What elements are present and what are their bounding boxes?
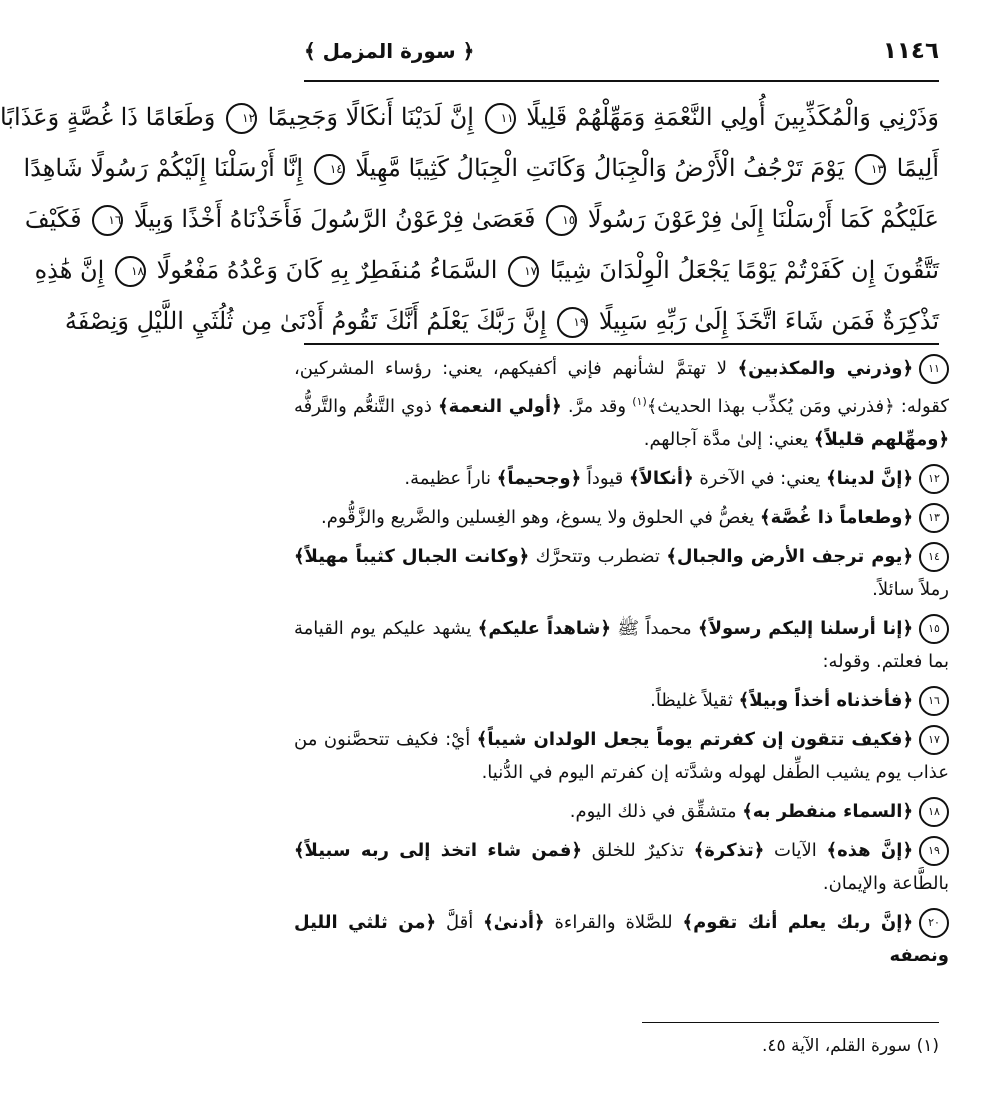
explanation-text: وقد مرَّ.: [561, 396, 633, 417]
explanation-text: محمداً ﷺ: [610, 618, 699, 639]
quran-verse-text: السَّمَاءُ مُنفَطِرٌ بِهِ كَانَ وَعْدُهُ مَفْعُولًا: [156, 256, 498, 284]
header-rule: [304, 80, 939, 82]
page-header: [304, 36, 939, 66]
tafsir-entry: [294, 684, 949, 717]
quran-line: [0, 92, 939, 143]
quran-line: [34, 245, 939, 296]
quran-verse-text: يَوْمَ تَرْجُفُ الْأَرْضُ وَالْجِبَالُ وَكَانَتِ الْجِبَالُ كَثِيبًا مَّهِيلًا: [355, 154, 845, 182]
footnote-rule: [642, 1022, 939, 1023]
surah-title: ﴿ سورة المزمل ﴾: [304, 39, 475, 63]
tafsir-entry: [294, 540, 949, 606]
quoted-verse: ﴿وجحيماً﴾: [496, 468, 582, 489]
tafsir-entry: [294, 501, 949, 534]
quran-verse-text: إِنَّ رَبَّكَ يَعْلَمُ أَنَّكَ تَقُومُ أَدْنَىٰ مِن ثُلُثَيِ اللَّيْلِ وَنِصْفَهُ: [64, 307, 547, 335]
verse-number-marker: ١٤: [314, 154, 345, 185]
quoted-verse: ﴿إنَّ هذه﴾: [826, 840, 913, 861]
quoted-verse: ﴿وكانت الجبال كثيباً مهيلاً﴾: [294, 546, 530, 567]
quoted-verse: ﴿ومهِّلهم قليلاً﴾: [813, 429, 949, 450]
quran-verse-text: إِنَّ لَدَيْنَا أَنكَالًا وَجَحِيمًا: [267, 103, 474, 131]
explanation-text: الآيات: [764, 840, 827, 861]
tafsir-entry: [294, 462, 949, 495]
quoted-verse: ﴿وذرني والمكذبين﴾: [737, 358, 913, 379]
explanation-text: تضطرب وتتحرَّك: [529, 546, 667, 567]
tafsir-entry: [294, 906, 949, 972]
verse-number-badge: ١١: [919, 354, 949, 384]
quran-verse-text: فَعَصَىٰ فِرْعَوْنُ الرَّسُولَ فَأَخَذْنَاهُ أَخْذًا وَبِيلًا: [133, 205, 536, 233]
tafsir-entry: [294, 352, 949, 456]
quoted-verse: ﴿إنا أرسلنا إليكم رسولاً﴾: [698, 618, 913, 639]
quran-verse-text: إِنَّا أَرْسَلْنَا إِلَيْكُمْ رَسُولًا شَاهِدًا: [23, 154, 304, 182]
verse-number-badge: ١٨: [919, 797, 949, 827]
quran-text-block: [0, 92, 939, 347]
verse-number-badge: ١٦: [919, 686, 949, 716]
quoted-verse: ﴿فكيف تتقون إن كفرتم يوماً يجعل الولدان شيباً﴾: [476, 729, 913, 750]
explanation-text: رملاً سائلاً.: [872, 579, 949, 600]
explanation-text: للصَّلاة والقراءة: [544, 912, 683, 933]
verse-number-badge: ١٣: [919, 503, 949, 533]
verse-number-badge: ١٢: [919, 464, 949, 494]
quoted-verse: ﴿يوم ترجف الأرض والجبال﴾: [666, 546, 913, 567]
explanation-text: لا تهتمَّ لشأنهم فإني أكفيكهم، يعني: رؤساء المشركين، كقوله:: [294, 358, 949, 417]
tafsir-entry: [294, 834, 949, 900]
verse-number-badge: ١٥: [919, 614, 949, 644]
explanation-text: يغصُّ في الحلوق ولا يسوغ، وهو الغِسلين والضَّريع والزَّقُّوم.: [321, 507, 761, 528]
explanation-text: أيْ: فكيف تتحصَّنون من عذاب يوم يشيب الطِّفل لهوله وشدَّته إن كفرتم اليوم في الدُّنيا.: [294, 729, 949, 783]
tafsir-entry: [294, 795, 949, 828]
explanation-text: يشهد عليكم يوم القيامة بما فعلتم. وقوله:: [294, 618, 949, 672]
explanation-text: تذكيرٌ للخلق: [581, 840, 694, 861]
verse-number-marker: ١٥: [546, 205, 577, 236]
quoted-verse: ﴿شاهداً عليكم﴾: [477, 618, 611, 639]
explanation-text: يعني: في الآخرة: [693, 468, 827, 489]
quran-verse-text: تَتَّقُونَ إِن كَفَرْتُمْ يَوْمًا يَجْعَلُ الْوِلْدَانَ شِيبًا: [549, 256, 939, 284]
quran-verse-text: أَلِيمًا: [896, 154, 939, 182]
quran-verse-text: فَكَيْفَ: [24, 205, 82, 233]
verse-number-marker: ١٦: [92, 205, 123, 236]
tafsir-block: [294, 352, 949, 972]
quoted-verse: ﴿أولي النعمة﴾: [438, 396, 562, 417]
verse-number-marker: ١٩: [557, 307, 588, 338]
verse-number-marker: ١٨: [115, 256, 146, 287]
verse-number-marker: ١٧: [508, 256, 539, 287]
quoted-verse: ﴿وطعاماً ذا غُصَّة﴾: [760, 507, 913, 528]
quoted-verse: ﴿فمن شاء اتخذ إلى ربه سبيلاً﴾: [294, 840, 582, 861]
quoted-verse: ﴿من ثلثي الليل ونصفه: [294, 912, 949, 966]
quoted-verse: ﴿أدنىٰ﴾: [483, 912, 545, 933]
verse-number-badge: ٢٠: [919, 908, 949, 938]
quran-verse-text: وَذَرْنِي وَالْمُكَذِّبِينَ أُولِي النَّعْمَةِ وَمَهِّلْهُمْ قَلِيلًا: [526, 103, 939, 131]
tafsir-entry: [294, 612, 949, 678]
quran-verse-text: عَلَيْكُمْ كَمَا أَرْسَلْنَا إِلَىٰ فِرْعَوْنَ رَسُولًا: [587, 205, 939, 233]
explanation-text: قيوداً: [581, 468, 629, 489]
quoted-verse: ﴿أنكالاً﴾: [628, 468, 694, 489]
verse-number-marker: ١٣: [855, 154, 886, 185]
verse-number-badge: ١٧: [919, 725, 949, 755]
quran-line: [24, 194, 939, 245]
quran-verse-text: إِنَّ هَٰذِهِ: [34, 256, 105, 284]
quran-verse-text: وَطَعَامًا ذَا غُصَّةٍ وَعَذَابًا: [0, 103, 216, 131]
tafsir-entry: [294, 723, 949, 789]
explanation-text: ﴿فذرني ومَن يُكذِّب بهذا الحديث﴾: [646, 396, 895, 417]
verse-number-badge: ١٤: [919, 542, 949, 572]
verse-number-marker: ١٢: [226, 103, 257, 134]
verse-number-marker: ١١: [485, 103, 516, 134]
quoted-verse: ﴿تذكرة﴾: [693, 840, 765, 861]
explanation-text: ثقيلاً غليظاً.: [650, 690, 739, 711]
footnote: (١) سورة القلم، الآية ٤٥.: [761, 1036, 939, 1056]
quran-line: [64, 296, 939, 347]
quran-verse-text: تَذْكِرَةٌ فَمَن شَاءَ اتَّخَذَ إِلَىٰ رَبِّهِ سَبِيلًا: [598, 307, 939, 335]
quoted-verse: ﴿فأخذناه أخذاً وبيلاً﴾: [738, 690, 913, 711]
explanation-text: يعني: إلىٰ مدَّة آجالهم.: [643, 429, 814, 450]
verse-number-badge: ١٩: [919, 836, 949, 866]
explanation-text: ناراً عظيمة.: [404, 468, 497, 489]
explanation-text: أقلَّ: [436, 912, 484, 933]
explanation-text: متشقِّق في ذلك اليوم.: [569, 801, 743, 822]
quran-line: [23, 143, 939, 194]
footnote-ref: (١): [632, 395, 647, 408]
quoted-verse: ﴿إنَّ ربك يعلم أنك تقوم﴾: [682, 912, 914, 933]
quran-bottom-rule: [304, 343, 939, 345]
quoted-verse: ﴿السماء منفطر به﴾: [742, 801, 913, 822]
explanation-text: ذوي التَّنعُّم والتَّرفُّه: [294, 396, 439, 417]
explanation-text: بالطَّاعة والإيمان.: [822, 873, 949, 894]
page-number: ١١٤٦: [882, 38, 939, 64]
quoted-verse: ﴿إنَّ لدينا﴾: [826, 468, 913, 489]
